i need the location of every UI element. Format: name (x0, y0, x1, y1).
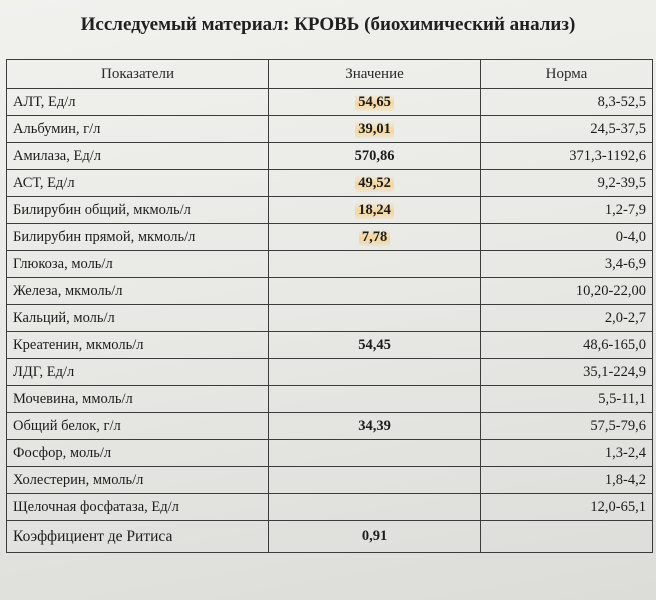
row-value-cell (269, 278, 481, 305)
table-row (7, 305, 653, 332)
table-row (7, 467, 653, 494)
row-norm: 1,8-4,2 (481, 467, 653, 494)
row-norm: 9,2-39,5 (481, 170, 653, 197)
table-row (7, 440, 653, 467)
row-name: Общий белок, г/л (7, 413, 269, 440)
row-name: ЛДГ, Ед/л (7, 359, 269, 386)
row-norm: 24,5-37,5 (481, 116, 653, 143)
row-value-cell (269, 251, 481, 278)
row-norm: 1,3-2,4 (481, 440, 653, 467)
row-value-cell (269, 116, 481, 143)
row-name: Мочевина, ммоль/л (7, 386, 269, 413)
table-row (7, 386, 653, 413)
row-norm: 1,2-7,9 (481, 197, 653, 224)
table-row (7, 494, 653, 521)
row-value-cell (269, 467, 481, 494)
row-value: 570,86 (354, 147, 395, 164)
row-value-cell (269, 332, 481, 359)
row-value-cell (269, 440, 481, 467)
table-row (7, 197, 653, 224)
row-value: 54,65 (355, 94, 394, 111)
results-body (7, 89, 653, 553)
document-title: Исследуемый материал: КРОВЬ (биохимический анализ) (80, 14, 576, 35)
row-value-cell (269, 521, 481, 553)
row-norm (481, 521, 653, 553)
row-name: Альбумин, г/л (7, 116, 269, 143)
row-name: АСТ, Ед/л (7, 170, 269, 197)
table-row (7, 143, 653, 170)
row-name: Билирубин общий, мкмоль/л (7, 197, 269, 224)
row-name: Креатенин, мкмоль/л (7, 332, 269, 359)
row-name: Холестерин, ммоль/л (7, 467, 269, 494)
row-norm: 0-4,0 (481, 224, 653, 251)
row-name: Амилаза, Ед/л (7, 143, 269, 170)
row-norm: 12,0-65,1 (481, 494, 653, 521)
header-row (7, 60, 653, 89)
table-row (7, 170, 653, 197)
header-value: Значение (269, 60, 481, 89)
table-row (7, 413, 653, 440)
row-value-cell (269, 143, 481, 170)
row-norm: 2,0-2,7 (481, 305, 653, 332)
table-row (7, 224, 653, 251)
table-row (7, 251, 653, 278)
row-norm: 10,20-22,00 (481, 278, 653, 305)
row-norm: 35,1-224,9 (481, 359, 653, 386)
header-norm: Норма (481, 60, 653, 89)
row-norm: 5,5-11,1 (481, 386, 653, 413)
row-value-cell (269, 170, 481, 197)
row-value-cell (269, 359, 481, 386)
row-value: 34,39 (358, 417, 391, 434)
row-value-cell (269, 413, 481, 440)
row-name: Коэффициент де Ритиса (7, 521, 269, 553)
row-name: Билирубин прямой, мкмоль/л (7, 224, 269, 251)
results-table (6, 59, 653, 553)
table-row (7, 359, 653, 386)
row-value: 18,24 (355, 202, 394, 219)
row-value-cell (269, 305, 481, 332)
row-norm: 57,5-79,6 (481, 413, 653, 440)
row-value: 0,91 (361, 528, 388, 544)
row-value-cell (269, 386, 481, 413)
header-name: Показатели (7, 60, 269, 89)
table-row (7, 278, 653, 305)
table-row (7, 521, 653, 553)
row-value-cell (269, 494, 481, 521)
row-norm: 371,3-1192,6 (481, 143, 653, 170)
row-name: Щелочная фосфатаза, Ед/л (7, 494, 269, 521)
row-norm: 48,6-165,0 (481, 332, 653, 359)
row-value-cell (269, 197, 481, 224)
table-row (7, 89, 653, 116)
row-value: 54,45 (358, 336, 391, 353)
row-name: Глюкоза, моль/л (7, 251, 269, 278)
row-value-cell (269, 89, 481, 116)
table-row (7, 116, 653, 143)
row-value: 49,52 (355, 175, 394, 192)
row-name: Кальций, моль/л (7, 305, 269, 332)
row-value-cell (269, 224, 481, 251)
row-name: Железа, мкмоль/л (7, 278, 269, 305)
row-norm: 8,3-52,5 (481, 89, 653, 116)
row-value: 7,78 (359, 229, 390, 246)
row-name: Фосфор, моль/л (7, 440, 269, 467)
row-norm: 3,4-6,9 (481, 251, 653, 278)
table-row (7, 332, 653, 359)
row-name: АЛТ, Ед/л (7, 89, 269, 116)
row-value: 39,01 (355, 121, 394, 138)
